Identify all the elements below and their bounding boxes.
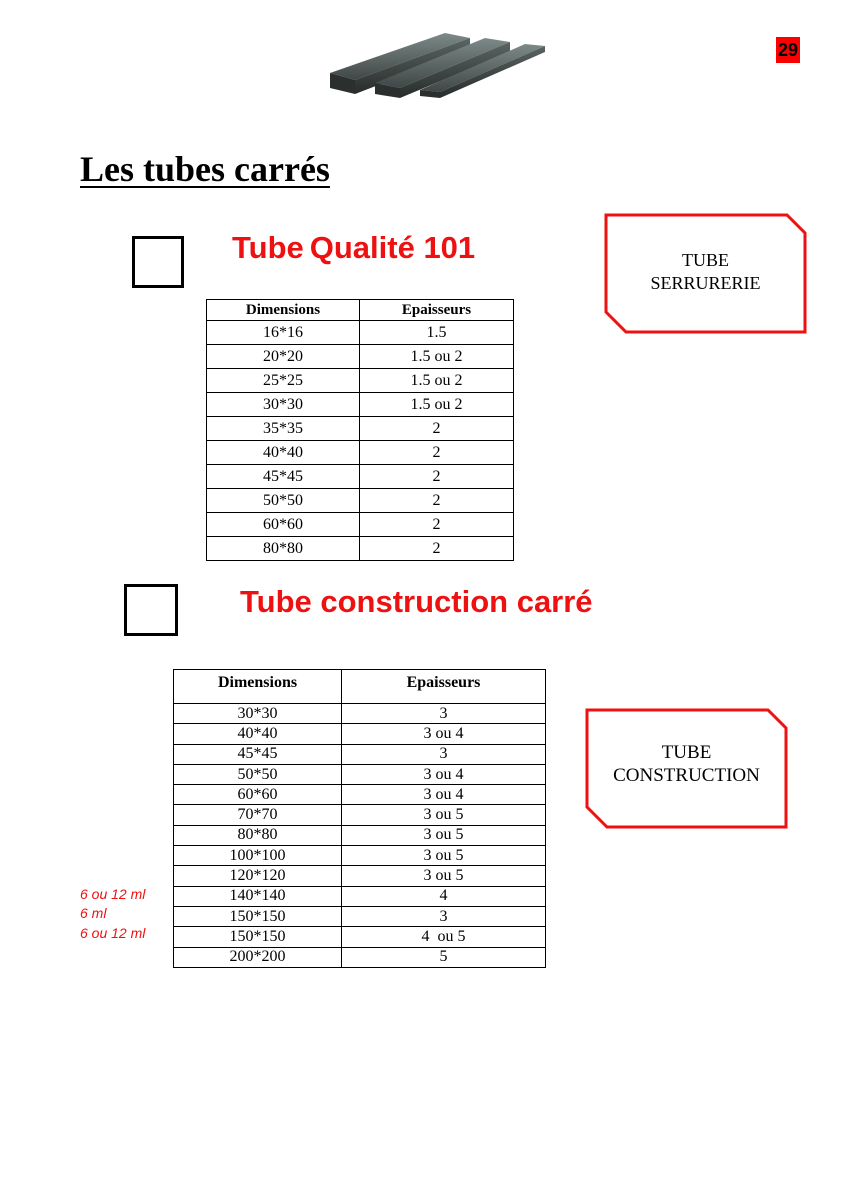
dimension-cell: 45*45 [174,744,342,764]
page-title: Les tubes carrés [80,149,330,189]
table-row [207,369,514,393]
thickness-cell: 2 [360,417,514,441]
section2-title: Tube construction carré [240,584,593,619]
dimension-cell: 30*30 [207,393,360,417]
thickness-cell: 1.5 ou 2 [360,345,514,369]
dimension-cell: 60*60 [207,513,360,537]
table-row [207,321,514,345]
table-row [207,345,514,369]
table-row [207,441,514,465]
dimension-cell: 200*200 [174,947,342,967]
dimension-cell: 120*120 [174,866,342,886]
thickness-cell: 2 [360,537,514,561]
dimension-cell: 35*35 [207,417,360,441]
thickness-cell: 3 ou 5 [342,846,546,866]
serrurerie-label-box [604,213,807,334]
table-row [174,846,546,866]
dimension-cell: 40*40 [207,441,360,465]
column-header-dimensions: Dimensions [207,300,360,321]
section1-title-word2: Qualité 101 [309,230,476,265]
table-row [174,866,546,886]
column-header-epaisseurs: Epaisseurs [360,300,514,321]
thickness-cell: 3 [342,744,546,764]
dimension-cell: 45*45 [207,465,360,489]
thickness-cell: 1.5 ou 2 [360,369,514,393]
dimension-cell: 20*20 [207,345,360,369]
table-row [207,465,514,489]
section1-checkbox[interactable] [132,236,184,288]
table-header-row [207,300,514,321]
table-header-row [174,670,546,704]
thickness-cell: 3 ou 5 [342,866,546,886]
thickness-cell: 3 ou 4 [342,764,546,784]
table-row [174,947,546,967]
serrurerie-label-line2: SERRURERIE [650,273,761,293]
table-row [207,537,514,561]
table-row [174,785,546,805]
dimension-cell: 60*60 [174,785,342,805]
dimension-cell: 70*70 [174,805,342,825]
qualite-101-table [206,299,514,561]
construction-table [173,669,546,968]
table-row [174,724,546,744]
table-row [174,886,546,906]
thickness-cell: 1.5 [360,321,514,345]
table-row [174,704,546,724]
column-header-epaisseurs: Epaisseurs [342,670,546,704]
dimension-cell: 50*50 [174,764,342,784]
section1-title-word1: Tube [232,230,304,265]
dimension-cell: 50*50 [207,489,360,513]
thickness-cell: 2 [360,465,514,489]
table-row [174,805,546,825]
dimension-cell: 30*30 [174,704,342,724]
page-number: 29 [776,37,800,63]
section2-checkbox[interactable] [124,584,178,636]
dimension-cell: 80*80 [174,825,342,845]
dimension-cell: 150*150 [174,927,342,947]
section1-title [232,230,475,266]
column-header-dimensions: Dimensions [174,670,342,704]
thickness-cell: 3 ou 5 [342,825,546,845]
thickness-cell: 2 [360,441,514,465]
thickness-cell: 4 [342,886,546,906]
construction-label-line2: CONSTRUCTION [613,765,760,786]
thickness-cell: 3 [342,906,546,926]
table-row [207,417,514,441]
dimension-cell: 100*100 [174,846,342,866]
table-row [207,513,514,537]
table-row [174,825,546,845]
length-note: 6 ou 12 ml [80,886,146,902]
table-row [174,764,546,784]
dimension-cell: 140*140 [174,886,342,906]
thickness-cell: 2 [360,489,514,513]
thickness-cell: 5 [342,947,546,967]
thickness-cell: 3 ou 5 [342,805,546,825]
table-row [207,393,514,417]
thickness-cell: 3 ou 4 [342,724,546,744]
table-row [174,744,546,764]
thickness-cell: 4 ou 5 [342,927,546,947]
thickness-cell: 3 ou 4 [342,785,546,805]
construction-label-box [585,708,788,829]
dimension-cell: 150*150 [174,906,342,926]
dimension-cell: 80*80 [207,537,360,561]
dimension-cell: 40*40 [174,724,342,744]
length-note: 6 ml [80,905,107,921]
construction-label-line1: TUBE [661,742,712,763]
length-note: 6 ou 12 ml [80,925,146,941]
dimension-cell: 16*16 [207,321,360,345]
thickness-cell: 2 [360,513,514,537]
table-row [207,489,514,513]
thickness-cell: 1.5 ou 2 [360,393,514,417]
serrurerie-label-line1: TUBE [682,250,729,270]
thickness-cell: 3 [342,704,546,724]
square-tubes-illustration [325,28,550,100]
table-row [174,927,546,947]
dimension-cell: 25*25 [207,369,360,393]
table-row [174,906,546,926]
